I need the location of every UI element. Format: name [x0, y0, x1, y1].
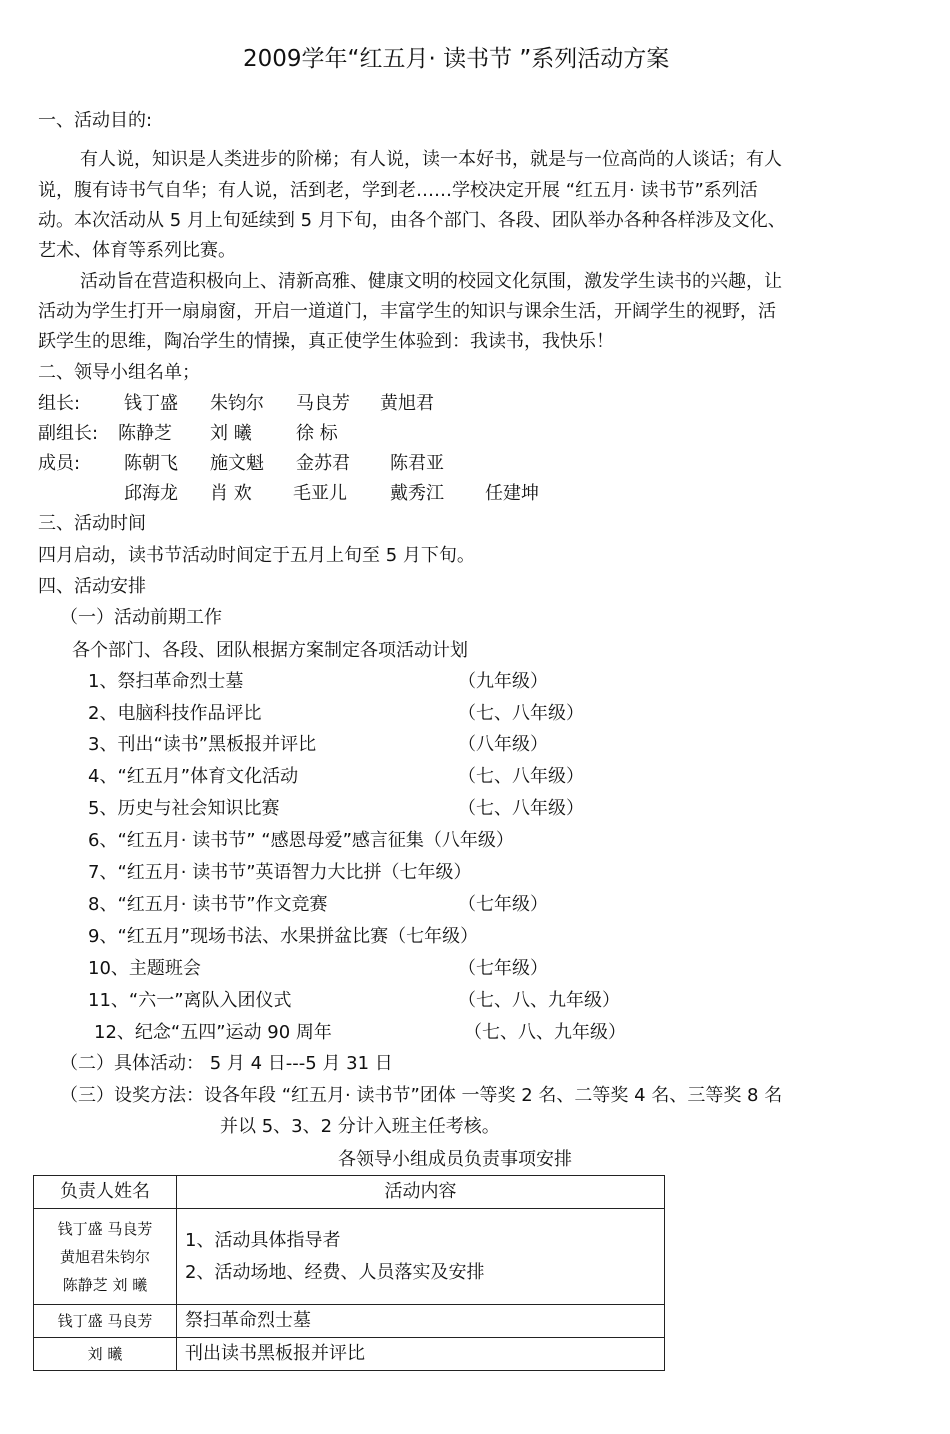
award-method-line: （三）设奖方法：设各年段 “红五月· 读书节”团体 一等奖 2 名、二等奖 4 名、三等奖 8 名 [60, 1085, 783, 1106]
paragraph-line: 跃学生的思维，陶冶学生的情操，真正使学生体验到：我读书，我快乐！ [38, 331, 614, 352]
content-cell [177, 1338, 665, 1371]
table-row [34, 1305, 665, 1338]
member-name: 毛亚儿 [293, 483, 347, 504]
leader-name: 黄旭君 [380, 393, 434, 414]
names-cell [34, 1305, 177, 1338]
member-name: 施文魁 [210, 453, 264, 474]
content-line: 1、活动具体指导者 [185, 1229, 341, 1251]
responsibility-table [33, 1175, 665, 1371]
award-method-line: 并以 5、3、2 分计入班主任考核。 [220, 1116, 500, 1137]
table-row [34, 1209, 665, 1305]
member-name: 任建坤 [485, 483, 539, 504]
activity-name: 4、“红五月”体育文化活动 [88, 766, 299, 787]
person-names: 陈静芝 刘 曦 [62, 1275, 148, 1294]
vice-leader-label: 副组长: [38, 423, 99, 444]
activity-grade: （七、八、九年级） [464, 1022, 626, 1043]
person-names: 钱丁盛 马良芳 [57, 1312, 153, 1330]
member-name: 陈朝飞 [124, 453, 178, 474]
member-name: 邱海龙 [124, 483, 178, 504]
member-label: 成员: [38, 453, 81, 474]
section-heading-time: 三、活动时间 [38, 513, 146, 534]
activity-name: 12、纪念“五四”运动 90 周年 [94, 1022, 332, 1043]
content-cell [177, 1305, 665, 1338]
activity-grade: （九年级） [458, 671, 548, 692]
activity-grade: （七、八年级） [458, 703, 584, 724]
leader-label: 组长: [38, 393, 81, 414]
activity-grade: （七年级） [458, 894, 548, 915]
section-heading-leadership: 二、领导小组名单； [38, 362, 200, 383]
header-cell-name: 负责人姓名 [34, 1176, 177, 1209]
content-line: 2、活动场地、经费、人员落实及安排 [185, 1261, 485, 1283]
time-text: 四月启动，读书节活动时间定于五月上旬至 5 月下旬。 [38, 545, 475, 566]
activity-name: 2、电脑科技作品评比 [88, 703, 262, 724]
person-names: 黄旭君朱钧尔 [59, 1247, 150, 1266]
paragraph-line: 动。本次活动从 5 月上旬延续到 5 月下旬，由各个部门、各段、团队举办各种各样涉及文化、 [38, 210, 786, 231]
content-cell [177, 1209, 665, 1305]
header-cell-content: 活动内容 [177, 1176, 665, 1209]
activity-name: 5、历史与社会知识比赛 [88, 798, 280, 819]
member-name: 肖 欢 [210, 483, 252, 504]
content-line: 刊出读书黑板报并评比 [185, 1343, 365, 1364]
activity-name: 10、主题班会 [88, 958, 201, 979]
paragraph-line: 有人说，知识是人类进步的阶梯；有人说，读一本好书，就是与一位高尚的人谈话；有人 [80, 149, 782, 170]
content-line: 祭扫革命烈士墓 [185, 1310, 311, 1331]
vice-leader-name: 陈静芝 [118, 423, 172, 444]
paragraph-line: 活动为学生打开一扇扇窗，开启一道道门，丰富学生的知识与课余生活，开阔学生的视野，活 [38, 301, 776, 322]
names-cell [34, 1338, 177, 1371]
member-name: 金苏君 [296, 453, 350, 474]
specific-activity-dates: （二）具体活动： 5 月 4 日---5 月 31 日 [60, 1053, 393, 1074]
activity-name: 6、“红五月· 读书节” “感恩母爱”感言征集（八年级） [88, 830, 514, 851]
activity-grade: （七、八、九年级） [458, 990, 620, 1011]
leader-name: 朱钧尔 [210, 393, 264, 414]
leader-name: 马良芳 [296, 393, 350, 414]
activity-grade: （七、八年级） [458, 766, 584, 787]
page-title: 2009学年“红五月· 读书节 ”系列活动方案 [243, 46, 670, 72]
names-cell [34, 1209, 177, 1305]
person-names: 刘 曦 [87, 1345, 123, 1363]
table-caption: 各领导小组成员负责事项安排 [338, 1149, 572, 1170]
activity-name: 3、刊出“读书”黑板报并评比 [88, 734, 317, 755]
activity-name: 8、“红五月· 读书节”作文竞赛 [88, 894, 328, 915]
member-name: 陈君亚 [390, 453, 444, 474]
table-header-row [34, 1176, 665, 1209]
leader-name: 钱丁盛 [124, 393, 178, 414]
prework-intro: 各个部门、各段、团队根据方案制定各项活动计划 [72, 640, 468, 661]
section-heading-purpose: 一、活动目的: [38, 110, 153, 131]
activity-grade: （七年级） [458, 958, 548, 979]
vice-leader-name: 徐 标 [296, 423, 338, 444]
activity-name: 9、“红五月”现场书法、水果拼盆比赛（七年级） [88, 926, 479, 947]
section-heading-arrangement: 四、活动安排 [38, 576, 146, 597]
paragraph-line: 艺术、体育等系列比赛。 [38, 240, 236, 261]
subsection-heading-prework: （一）活动前期工作 [60, 607, 222, 628]
paragraph-line: 说，腹有诗书气自华；有人说，活到老，学到老……学校决定开展 “红五月· 读书节”系列活 [38, 180, 758, 201]
activity-grade: （七、八年级） [458, 798, 584, 819]
vice-leader-name: 刘 曦 [210, 423, 252, 444]
person-names: 钱丁盛 马良芳 [57, 1219, 153, 1238]
activity-name: 11、“六一”离队入团仪式 [88, 990, 292, 1011]
member-name: 戴秀江 [390, 483, 444, 504]
paragraph-line: 活动旨在营造积极向上、清新高雅、健康文明的校园文化氛围，激发学生读书的兴趣，让 [80, 271, 782, 292]
activity-name: 7、“红五月· 读书节”英语智力大比拼（七年级） [88, 862, 472, 883]
table-row [34, 1338, 665, 1371]
activity-name: 1、祭扫革命烈士墓 [88, 671, 244, 692]
activity-grade: （八年级） [458, 734, 548, 755]
